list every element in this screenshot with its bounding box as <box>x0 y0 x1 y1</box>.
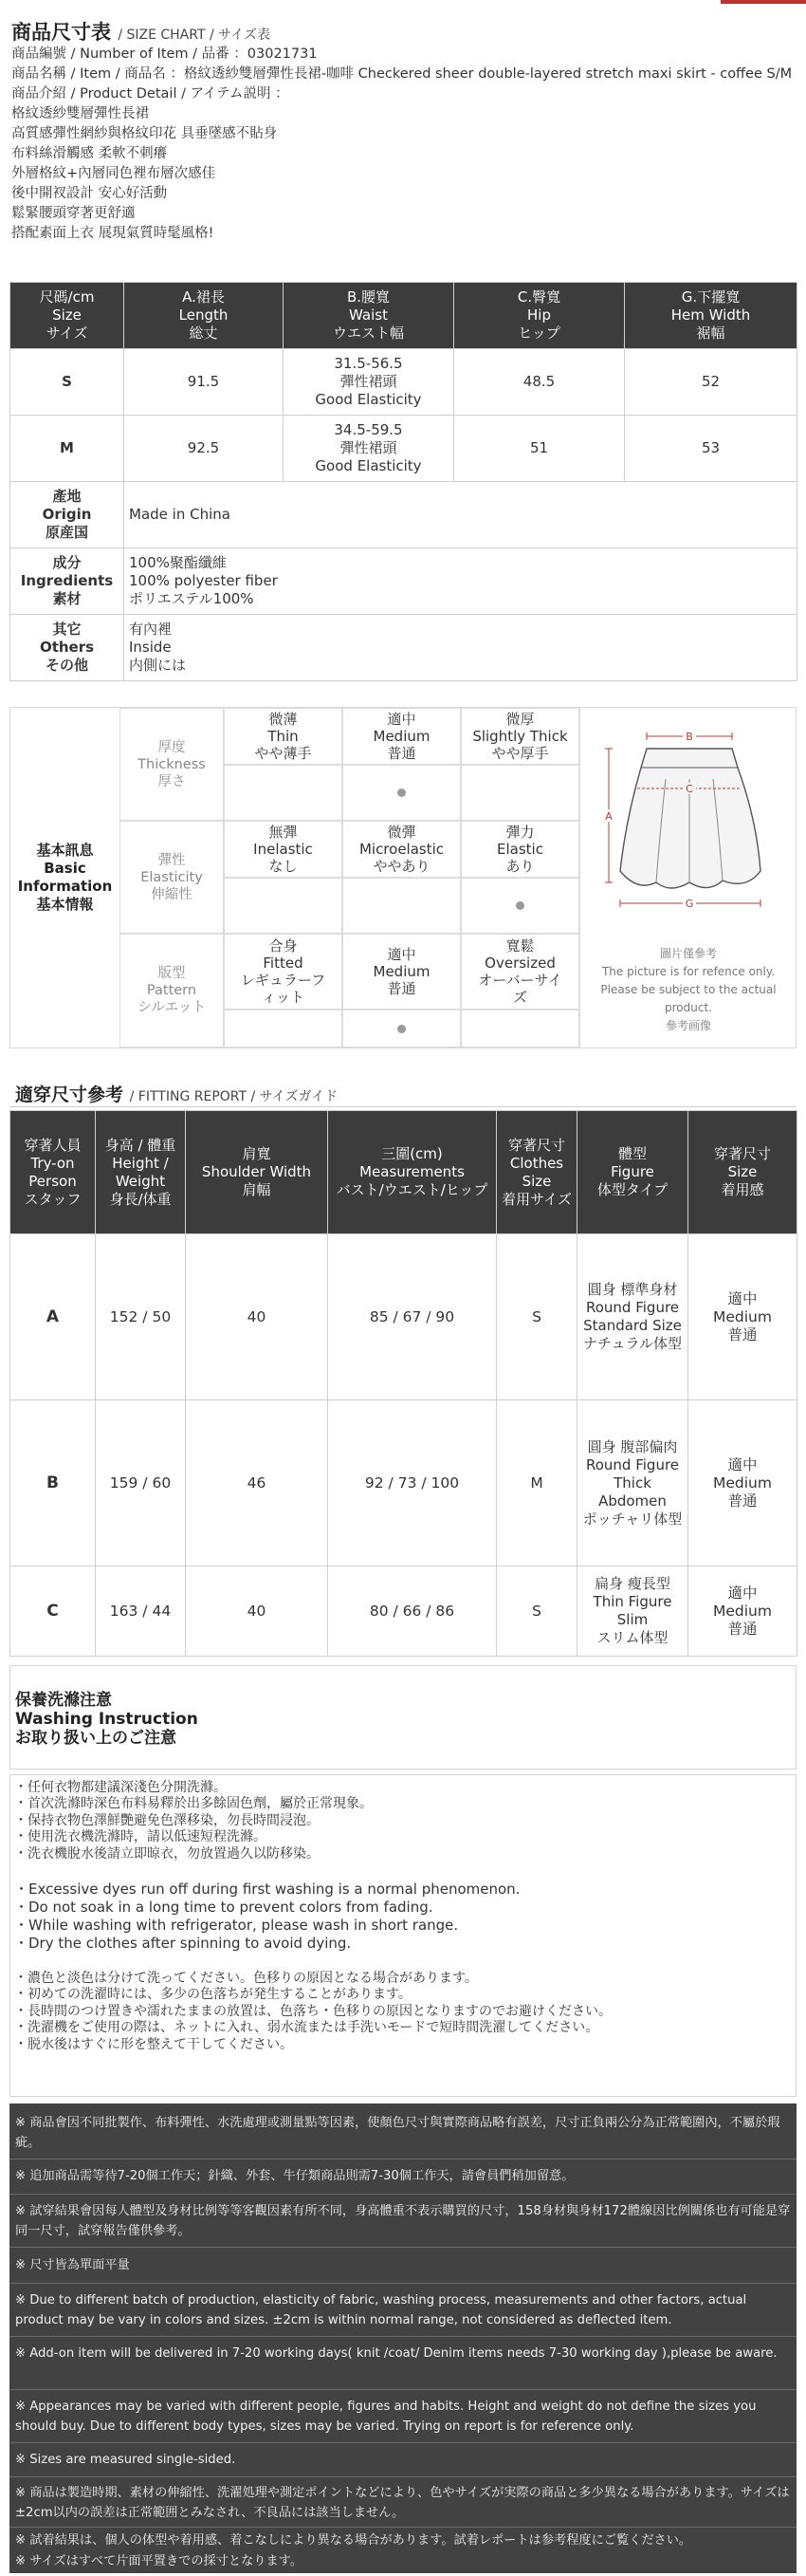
measurements-cell: 92 / 73 / 100 <box>328 1400 497 1566</box>
option-medium: 適中 Medium 普通 <box>342 934 461 1010</box>
length-cell: 91.5 <box>124 349 284 416</box>
note-item: ※ 尺寸皆為單面平量 <box>15 2258 130 2272</box>
waist-cell: 34.5-59.5 彈性裙頭 Good Elasticity <box>284 416 454 482</box>
mark-cell <box>342 878 461 934</box>
hip-cell: 48.5 <box>454 349 625 416</box>
col-height-weight: 身高 / 體重 Height / Weight 身長/体重 <box>96 1111 186 1234</box>
wash-line: ・保持衣物色澤鮮艷避免色澤移染，勿長時間浸泡。 <box>14 1812 320 1828</box>
detail-line: 高質感彈性網紗與格紋印花 具垂墜感不貼身 <box>11 126 278 141</box>
fit-cell: 適中 Medium 普通 <box>688 1234 797 1400</box>
mark-cell <box>224 878 342 934</box>
note-item: ※ 商品は製造時期、素材の伸縮性、洗濯処理や測定ポイントなどにより、色やサイズが実際の商品と多少異なる場合があります。サイズは±2cm以内の誤差は正常範囲とみなされ、不良品には該当しません。 <box>15 2486 790 2520</box>
pattern-label: 版型 Pattern シルエット <box>119 934 224 1047</box>
fitting-header <box>10 1111 797 1234</box>
selected-dot <box>397 788 406 797</box>
hem-cell: 52 <box>625 349 797 416</box>
person-cell: B <box>10 1400 96 1566</box>
col-hem: G.下擺寬 Hem Width 裾幅 <box>625 283 797 349</box>
basic-info-label: 基本訊息 Basic Information 基本情報 <box>17 842 113 913</box>
product-info <box>11 45 795 244</box>
col-hip: C.臀寬 Hip ヒップ <box>454 283 625 349</box>
others-row <box>10 615 797 681</box>
option-inelastic: 無彈 Inelastic なし <box>224 821 342 878</box>
wash-line: ・脱水後はすぐに形を整えて干してください。 <box>14 2036 293 2052</box>
fitting-title: 適穿尺寸參考 / FITTING REPORT / サイズガイド <box>15 1084 339 1105</box>
label-a: A <box>605 810 613 823</box>
col-fit: 穿著尺寸 Size 着用感 <box>688 1111 797 1234</box>
shoulder-cell: 40 <box>186 1566 328 1657</box>
size-chart-title: 商品尺寸表 / SIZE CHART / サイズ表 <box>11 21 271 44</box>
note-item: ※ Sizes are measured single-sided. <box>15 2453 236 2467</box>
mark-cell <box>342 1010 461 1047</box>
note-item: ※ Appearances may be varied with different people, figures and habits. Height and weight do not define the sizes you should buy. Due to different body types, sizes may be varied. Trying on report is for reference only. <box>15 2400 757 2434</box>
skirt-outline <box>620 749 760 888</box>
size-table <box>9 282 797 681</box>
detail-line: 搭配素面上衣 展現氣質時髦風格! <box>11 226 214 241</box>
figure-cell: 圓身 標準身材 Round Figure Standard Size ナチュラル体型 <box>577 1234 688 1400</box>
product-detail-label: 商品介紹 / Product Detail / アイテム説明 ： <box>11 86 289 102</box>
shoulder-cell: 40 <box>186 1234 328 1400</box>
measurements-cell: 85 / 67 / 90 <box>328 1234 497 1400</box>
wash-line: ・初めての洗濯時には、多少の色落ちが発生することがあります。 <box>14 1987 412 2003</box>
option-fitted: 合身 Fitted レギュラーフィット <box>224 934 342 1010</box>
col-shoulder: 肩寬 Shoulder Width 肩幅 <box>186 1111 328 1234</box>
table-row <box>10 349 797 416</box>
figure-cell: 圓身 腹部偏肉 Round Figure Thick Abdomen ポッチャリ体型 <box>577 1400 688 1566</box>
option-thin: 微薄 Thin やや薄手 <box>224 708 342 765</box>
label-b: B <box>686 731 693 743</box>
table-row <box>10 1400 797 1566</box>
wash-line: ・使用洗衣機洗滌時，請以低速短程洗滌。 <box>14 1829 266 1845</box>
wash-line: ・While washing with refrigerator, please wash in short range. <box>14 1917 459 1935</box>
size-cell: M <box>10 416 124 482</box>
note-item: ※ 試穿結果會因每人體型及身材比例等等客觀因素有所不同，身高體重不表示購買的尺寸，158身材與身材172體線因比例關係也有可能是穿同一尺寸，試穿報告僅供參考。 <box>15 2204 791 2238</box>
option-oversized: 寬鬆 Oversized オーバーサイズ <box>461 934 579 1010</box>
washing-title: 保養洗滌注意 Washing Instruction お取り扱い上のご注意 <box>15 1691 198 1748</box>
hw-cell: 159 / 60 <box>96 1400 186 1566</box>
note-item: ※ 試着結果は、個人の体型や着用感、着こなしにより異なる場合があります。試着レポートは参考程度にご覧ください。 <box>15 2533 692 2548</box>
note-item: ※ Due to different batch of production, elasticity of fabric, washing process, measurements and other factors, actual product may be vary in colors and sizes. ±2cm is within normal range, not considered as deflected item. <box>15 2293 747 2327</box>
option-elastic: 彈力 Elastic あり <box>461 821 579 878</box>
table-row <box>10 416 797 482</box>
note-item: ※ サイズはすべて片面平置きでの採寸となります。 <box>15 2554 302 2568</box>
fit-cell: 適中 Medium 普通 <box>688 1566 797 1657</box>
detail-line: 後中開衩設計 安心好活動 <box>11 186 168 201</box>
wash-line: ・Dry the clothes after spinning to avoid dying. <box>14 1935 352 1953</box>
measurements-cell: 80 / 66 / 86 <box>328 1566 497 1657</box>
detail-line: 外層格紋+內層同色裡布層次感佳 <box>11 166 216 181</box>
origin-label: 產地 Origin 原産国 <box>10 482 124 548</box>
mark-cell <box>224 1010 342 1047</box>
detail-line: 格紋透紗雙層彈性長裙 <box>11 106 149 121</box>
item-number: 商品編號 / Number of Item / 品番 ：03021731 <box>11 46 318 62</box>
ingredients-label: 成分 Ingredients 素材 <box>10 548 124 615</box>
hem-cell: 53 <box>625 416 797 482</box>
skirt-diagram <box>580 708 797 945</box>
wash-line: ・Excessive dyes run off during first washing is a normal phenomenon. <box>14 1881 521 1899</box>
col-size: 尺碼/cm Size サイズ <box>10 283 124 349</box>
size-cell: S <box>497 1234 577 1400</box>
table-row <box>10 1234 797 1400</box>
washing-header <box>9 1665 797 1770</box>
item-name: 商品名稱 / Item / 商品名 ：格紋透紗雙層彈性長裙-咖啡 Checkered sheer double-layered stretch maxi skirt - coffee S/M <box>11 66 793 82</box>
size-cell: S <box>10 349 124 416</box>
shoulder-cell: 46 <box>186 1400 328 1566</box>
size-cell: M <box>497 1400 577 1566</box>
origin-value: Made in China <box>124 482 797 548</box>
person-cell: C <box>10 1566 96 1657</box>
col-figure: 體型 Figure 体型タイプ <box>577 1111 688 1234</box>
wash-line: ・洗濯機をご使用の際は、ネットに入れ、弱水流または手洗いモードで短時間洗濯してください。 <box>14 2020 599 2036</box>
others-value: 有內裡 Inside 内側には <box>124 615 797 681</box>
origin-row <box>10 482 797 548</box>
detail-line: 鬆緊腰頭穿著更舒適 <box>11 206 136 221</box>
ingredients-value: 100%聚酯纖維 100% polyester fiber ポリエステル100% <box>124 548 797 615</box>
col-clothes-size: 穿著尺寸 Clothes Size 着用サイズ <box>497 1111 577 1234</box>
washing-instructions <box>9 1774 797 2097</box>
hw-cell: 163 / 44 <box>96 1566 186 1657</box>
divider <box>9 1106 797 1107</box>
thickness-label: 厚度 Thickness 厚さ <box>119 708 224 821</box>
note-item: ※ Add-on item will be delivered in 7-20 working days( knit /coat/ Denim items needs 7-30 working day ),please be aware. <box>15 2346 778 2361</box>
top-accent-bar <box>721 0 806 4</box>
basic-info-panel <box>9 707 797 1048</box>
hip-cell: 51 <box>454 416 625 482</box>
others-label: 其它 Others その他 <box>10 615 124 681</box>
mark-cell <box>461 878 579 934</box>
table-row <box>10 1566 797 1657</box>
option-slightly-thick: 微厚 Slightly Thick やや厚手 <box>461 708 579 765</box>
fit-cell: 適中 Medium 普通 <box>688 1400 797 1566</box>
wash-line: ・長時間のつけ置きや濡れたままの放置は、色落ち・色移りの原因となりますのでお避けください。 <box>14 2003 612 2019</box>
figure-cell: 扁身 瘦長型 Thin Figure Slim スリム体型 <box>577 1566 688 1657</box>
basic-info-grid <box>119 708 579 1047</box>
elasticity-label: 彈性 Elasticity 伸縮性 <box>119 821 224 934</box>
option-microelastic: 微彈 Microelastic ややあり <box>342 821 461 878</box>
ingredients-row <box>10 548 797 615</box>
col-person: 穿著人員 Try-on Person スタッフ <box>10 1111 96 1234</box>
waist-cell: 31.5-56.5 彈性裙頭 Good Elasticity <box>284 349 454 416</box>
wash-line: ・Do not soak in a long time to prevent colors from fading. <box>14 1899 433 1917</box>
wash-line: ・洗衣機脫水後請立即晾衣，勿放置過久以防移染。 <box>14 1845 320 1862</box>
label-c: C <box>686 783 693 795</box>
detail-line: 布料絲滑觸感 柔軟不刺癢 <box>11 146 168 161</box>
wash-line: ・濃色と淡色は分けて洗ってください。色移りの原因となる場合があります。 <box>14 1971 478 1987</box>
wash-line: ・首次洗滌時深色布料易釋於出多餘固色劑，屬於正常現象。 <box>14 1796 373 1812</box>
selected-dot <box>516 901 524 910</box>
hw-cell: 152 / 50 <box>96 1234 186 1400</box>
mark-cell <box>224 765 342 821</box>
mark-cell <box>461 1010 579 1047</box>
size-cell: S <box>497 1566 577 1657</box>
mark-cell <box>461 765 579 821</box>
option-medium: 適中 Medium 普通 <box>342 708 461 765</box>
note-item: ※ 追加商品需等待7-20個工作天；針織、外套、牛仔類商品則需7-30個工作天，請會員們稍加留意。 <box>15 2169 575 2183</box>
person-cell: A <box>10 1234 96 1400</box>
size-table-header <box>10 283 797 349</box>
col-waist: B.腰寬 Waist ウエスト幅 <box>284 283 454 349</box>
label-g: G <box>685 898 694 910</box>
fitting-table <box>9 1110 797 1657</box>
note-item: ※ 商品會因不同批製作、布料彈性、水洗處理或測量點等因素，使顏色尺寸與實際商品略有誤差，尺寸正負兩公分為正常範圍內，不屬於瑕疵。 <box>15 2116 780 2150</box>
col-length: A.裙長 Length 総丈 <box>124 283 284 349</box>
figure-caption: 圖片僅參考 The picture is for refence only. Please be subject to the actual product. 參考画像 <box>600 947 777 1032</box>
wash-line: ・任何衣物都建議深淺色分開洗滌。 <box>14 1780 227 1795</box>
mark-cell <box>342 765 461 821</box>
col-measurements: 三圍(cm) Measurements バスト/ウエスト/ヒップ <box>328 1111 497 1234</box>
length-cell: 92.5 <box>124 416 284 482</box>
notes-panel <box>9 2103 797 2573</box>
selected-dot <box>397 1025 406 1033</box>
skirt-figure <box>579 708 796 1047</box>
